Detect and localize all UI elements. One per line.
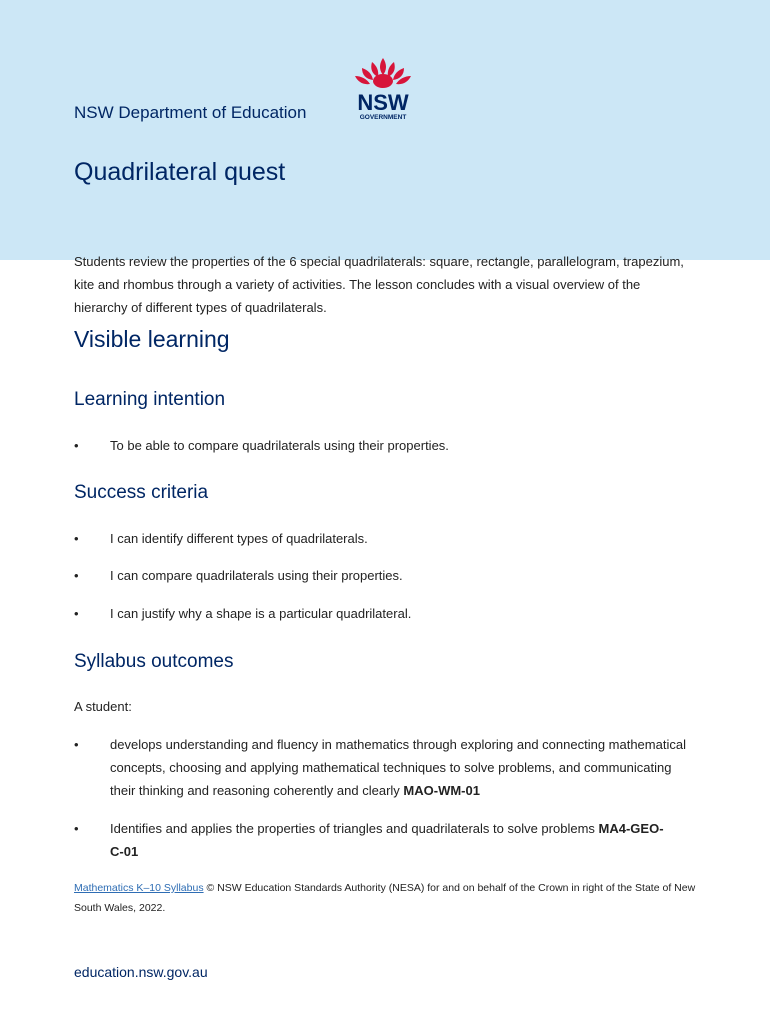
success-criteria-heading: Success criteria bbox=[74, 482, 209, 503]
logo-subtext: GOVERNMENT bbox=[359, 114, 407, 121]
visible-learning-heading: Visible learning bbox=[74, 326, 230, 352]
logo-text: NSW bbox=[357, 90, 409, 115]
learning-intention-heading: Learning intention bbox=[74, 389, 226, 410]
syllabus-link[interactable]: Mathematics K–10 Syllabus bbox=[74, 882, 204, 894]
bullet-dot-icon: • bbox=[74, 821, 79, 836]
page-title: Quadrilateral quest bbox=[74, 158, 286, 186]
syllabus-outcomes-heading: Syllabus outcomes bbox=[74, 651, 234, 672]
syllabus-lead: A student: bbox=[74, 699, 132, 714]
bullet-dot-icon: • bbox=[74, 737, 79, 752]
footer-website-link[interactable]: education.nsw.gov.au bbox=[74, 964, 208, 980]
bullet-dot-icon: • bbox=[74, 606, 79, 621]
waratah-icon bbox=[355, 58, 411, 88]
department-name: NSW Department of Education bbox=[74, 103, 307, 122]
bullet-dot-icon: • bbox=[74, 531, 79, 546]
outcome-code: MAO-WM-01 bbox=[403, 783, 480, 798]
header-banner bbox=[0, 0, 770, 260]
syllabus-footnote: Mathematics K–10 Syllabus © NSW Education Standards Authority (NESA) for and on behalf of the Crown in right of the State of New South Wales, 2022. bbox=[74, 882, 696, 914]
intro-paragraph: Students review the properties of the 6 special quadrilaterals: square, rectangle, parallelogram, trapezium, kite and rhombus through a variety of activities. The lesson concludes with a visual overview of the hierarchy of different types of quadrilaterals. bbox=[74, 254, 684, 315]
bullet-dot-icon: • bbox=[74, 438, 79, 453]
nsw-government-logo bbox=[350, 56, 416, 122]
bullet-dot-icon: • bbox=[74, 568, 79, 583]
outcome-code: MA4-GEO-C-01 bbox=[110, 821, 664, 859]
